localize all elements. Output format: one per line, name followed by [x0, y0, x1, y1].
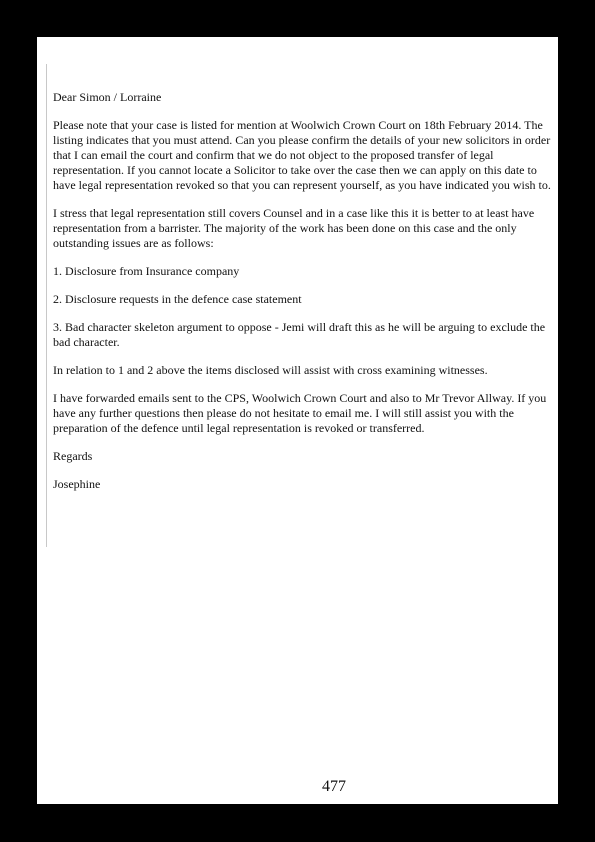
email-body: [53, 90, 553, 505]
salutation: Dear Simon / Lorraine: [53, 90, 162, 104]
page-number: 477: [322, 778, 346, 795]
list-item-3: 3. Bad character skeleton argument to oppose - Jemi will draft this as he will be arguing to exclude the bad character.: [53, 320, 546, 349]
document-page: [37, 37, 558, 804]
closing: Regards: [53, 449, 93, 463]
paragraph-disclosure: In relation to 1 and 2 above the items disclosed will assist with cross examining witnesses.: [53, 363, 488, 377]
paragraph-listing: Please note that your case is listed for mention at Woolwich Crown Court on 18th February 2014. The listing indicates that you must attend. Can you please confirm the details of your new solicitors in order that I can email the court and confirm that we do not object to the proposed transfer of legal representation. If you cannot locate a Solicitor to take over the case then we can apply on this date to have legal representation revoked so that you can represent yourself, as you have indicated you wish to.: [53, 118, 551, 192]
list-item-2: 2. Disclosure requests in the defence case statement: [53, 292, 302, 306]
paragraph-representation: I stress that legal representation still covers Counsel and in a case like this it is better to at least have representation from a barrister. The majority of the work has been done on this case and the only outstanding issues are as follows:: [53, 206, 535, 250]
paragraph-forwarded: I have forwarded emails sent to the CPS, Woolwich Crown Court and also to Mr Trevor Allway. If you have any further questions then please do not hesitate to email me. I will still assist you with the preparation of the defence until legal representation is revoked or transferred.: [53, 391, 547, 435]
list-item-1: 1. Disclosure from Insurance company: [53, 264, 240, 278]
quote-rule: [46, 64, 47, 547]
signature: Josephine: [53, 477, 101, 491]
